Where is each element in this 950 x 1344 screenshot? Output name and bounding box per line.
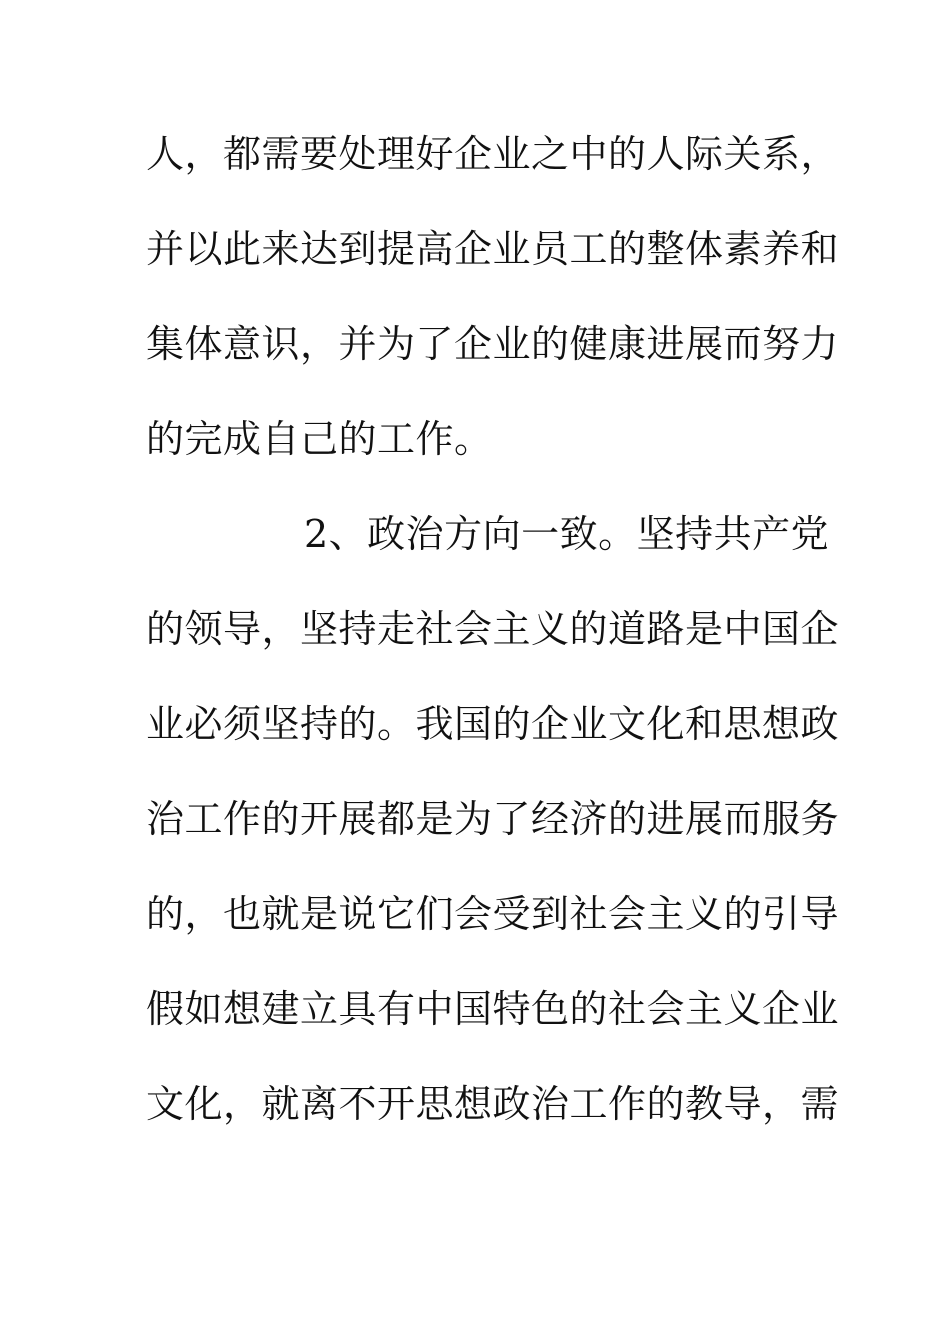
body-text — [146, 122, 840, 1167]
text-line-11: 文化，就离不开思想政治工作的教导，需 — [146, 1082, 840, 1126]
text-line-3: 集体意识，并为了企业的健康进展而努力 — [146, 322, 840, 366]
text-line-1: 人，都需要处理好企业之中的人际关系， — [146, 132, 840, 176]
text-line-6: 的领导，坚持走社会主义的道路是中国企 — [146, 607, 840, 651]
text-line-4: 的完成自己的工作。 — [146, 417, 493, 461]
text-line-7: 业必须坚持的。我国的企业文化和思想政 — [146, 702, 840, 746]
text-line-2: 并以此来达到提高企业员工的整体素养和 — [146, 227, 840, 271]
section-heading-line: 2、政治方向一致。坚持共产党 — [304, 512, 830, 556]
text-line-8: 治工作的开展都是为了经济的进展而服务 — [146, 797, 840, 841]
text-line-9: 的，也就是说它们会受到社会主义的引导 — [146, 892, 840, 936]
text-line-10: 假如想建立具有中国特色的社会主义企业 — [146, 987, 840, 1031]
